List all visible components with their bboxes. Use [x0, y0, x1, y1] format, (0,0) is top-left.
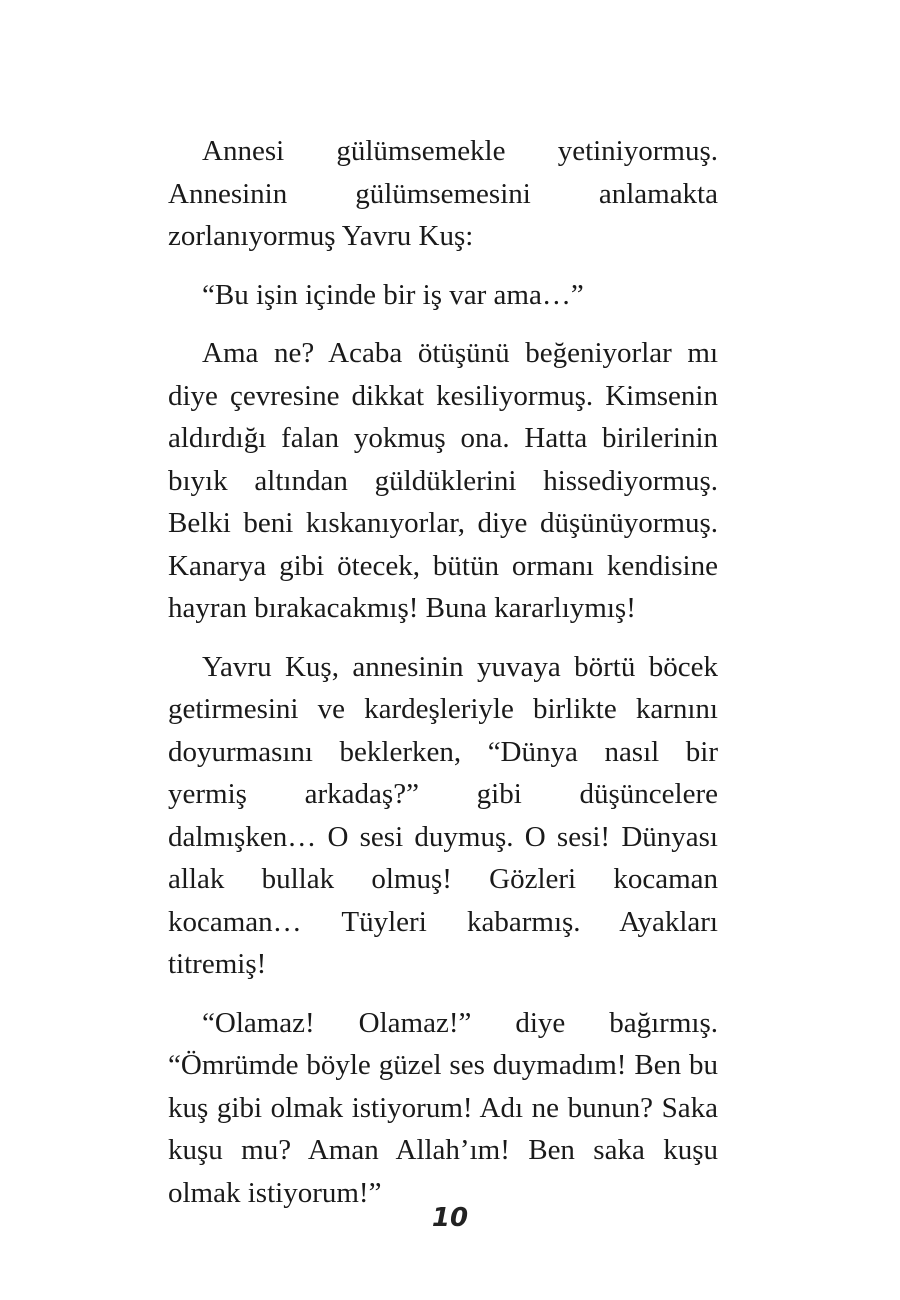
page-number: 10 [431, 1203, 469, 1233]
paragraph-2: “Bu işin içinde bir iş var ama…” [202, 278, 584, 311]
paragraph-5: “Olamaz! Olamaz!” diye bağırmış. “Ömrümde böyle güzel ses duymadım! Ben bu kuş gibi olmak istiyorum! Adı ne bunun? Saka kuşu mu? Aman Allah’ım! Ben saka kuşu olmak istiyorum!” [168, 1006, 718, 1209]
paragraph-1: Annesi gülümsemekle yetiniyormuş. Annesinin gülümsemesini anlamakta zorlanıyormuş Yavru Kuş: [168, 135, 718, 252]
body-text [168, 130, 718, 1230]
paragraph-3: Ama ne? Acaba ötüşünü beğeniyorlar mı diye çevresine dikkat kesiliyormuş. Kimsenin aldırdığı falan yokmuş ona. Hatta birilerinin bıyık altından güldüklerini hissediyormuş. Belki beni kıskanıyorlar, diye düşünüyormuş. Kanarya gibi ötecek, bütün ormanı kendisine hayran bırakacakmış! Buna kararlıymış! [168, 337, 718, 624]
paragraph-4: Yavru Kuş, annesinin yuvaya börtü böcek getirmesini ve kardeşleriyle birlikte karnını doyurmasını beklerken, “Dünya nasıl bir yermiş arkadaş?” gibi düşüncelere dalmışken… O sesi duymuş. O sesi! Dünyası allak bullak olmuş! Gözleri kocaman kocaman… Tüyleri kabarmış. Ayakları titremiş! [168, 650, 718, 980]
